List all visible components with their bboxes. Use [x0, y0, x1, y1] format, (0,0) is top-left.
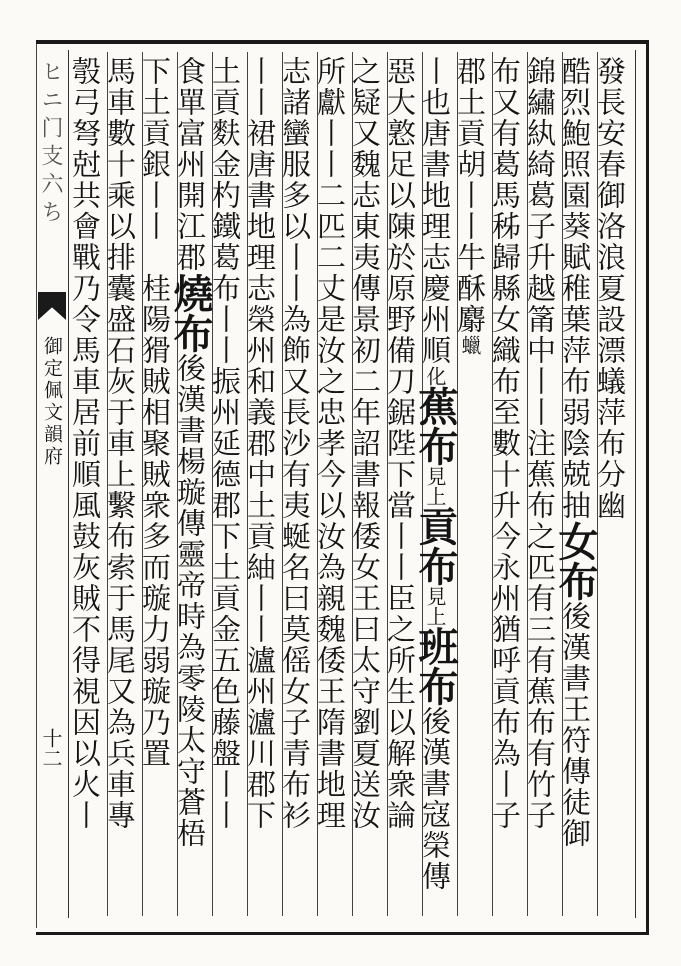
column-text: 發長安春御洛浪夏設漂蟻萍布分幽: [593, 56, 627, 521]
column-text: 惡大憝足以陳於原野備刀鋸陛下當丨丨臣之所生以解衆論: [383, 56, 417, 831]
text-column: [453, 56, 491, 914]
column-text: 布又有葛馬秭歸縣女織布至數十升今永州猶呼貢布為丨子: [488, 56, 522, 831]
column-text: 食單富州開江郡: [173, 56, 207, 273]
column-text: 見上: [423, 586, 447, 626]
text-column: [167, 56, 214, 914]
margin-top-text: ヒニ门支六ち: [38, 60, 63, 228]
column-text: 後漢書寇榮傳: [418, 706, 452, 892]
entry-heading: 班布: [412, 626, 459, 706]
text-column: [68, 56, 106, 914]
text-column: [313, 56, 351, 914]
column-text: 錦繡紈綺葛子升越筩中丨丨注蕉布之匹有三有蕉布有竹子: [523, 56, 557, 831]
text-column: [523, 56, 561, 914]
column-text: 志諸蠻服多以丨丨為飾又長沙有夷蜒名曰莫傜女子青布衫: [278, 56, 312, 831]
column-text: 酷烈鮑照園葵賦稚葉萍布弱陰兢抽: [558, 56, 592, 521]
column-text: 郡土貢胡丨丨牛酥麝: [453, 56, 487, 335]
column-text: 丨丨裙唐書地理志榮州和義郡中土貢紬丨丨瀘州瀘川郡下: [243, 56, 277, 831]
column-text: [138, 242, 172, 273]
text-column: [278, 56, 316, 914]
entry-heading: 女布: [552, 521, 599, 601]
text-column: [383, 56, 421, 914]
column-text: 後漢書楊璇傳靈帝時為零陵太守蒼梧: [173, 353, 207, 849]
text-column: [243, 56, 281, 914]
text-column: [412, 56, 459, 914]
column-text: 所獻丨丨二匹二丈是汝之忠孝今以汝為親魏倭王隋書地理: [313, 56, 347, 831]
column-text: 蠟: [458, 335, 482, 355]
column-text: 之疑又魏志東夷傳景初二年詔書報倭女王曰太守劉夏送汝: [348, 56, 382, 831]
text-column: [138, 56, 176, 914]
entry-heading: 蕉布: [412, 386, 459, 466]
book-title: 御定佩文韻府: [41, 336, 63, 468]
entry-heading: 燒布: [167, 273, 214, 353]
text-column: [208, 56, 246, 914]
column-text: 馬車數十乘以排囊盛石灰于車上繫布索于馬尾又為兵車專: [103, 56, 137, 831]
column-text: 後漢書王符傳徒御: [558, 601, 592, 849]
text-column: [552, 56, 599, 914]
column-text: 下土貢銀丨丨: [138, 56, 172, 242]
text-column: [488, 56, 526, 914]
text-column: [348, 56, 386, 914]
column-text: 丨也唐書地理志慶州順: [418, 56, 452, 366]
text-column: [103, 56, 141, 914]
column-text: 土貢麩金杓鐵葛布丨丨振州延德郡下土貢金五色藤盤丨丨: [208, 56, 242, 831]
text-column: [593, 56, 631, 914]
column-text: 見上: [423, 466, 447, 506]
entry-heading: 貢布: [412, 506, 459, 586]
column-text: 彀弓弩尅共會戰乃令馬車居前順風鼓灰賊不得視因以火丨: [68, 56, 102, 831]
page-number: 十二: [39, 728, 63, 768]
column-text: 桂陽猾賊相聚賊衆多而璇力弱璇乃置: [138, 273, 172, 769]
column-text: 化: [423, 366, 447, 386]
